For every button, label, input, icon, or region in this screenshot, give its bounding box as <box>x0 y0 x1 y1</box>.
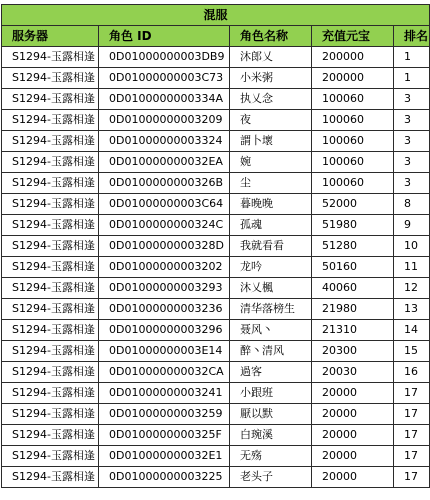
cell-recharge: 20030 <box>312 362 394 383</box>
cell-server: S1294-玉露相逢 <box>2 362 99 383</box>
cell-role-id: 0D0100000000325F <box>99 425 230 446</box>
cell-role-id: 0D01000000003C64 <box>99 194 230 215</box>
table-row <box>2 131 430 152</box>
cell-role-id: 0D01000000003296 <box>99 320 230 341</box>
cell-rank: 10 <box>394 236 430 257</box>
cell-rank: 3 <box>394 173 430 194</box>
cell-role-id: 0D01000000003E14 <box>99 341 230 362</box>
cell-rank: 13 <box>394 299 430 320</box>
cell-rank: 9 <box>394 215 430 236</box>
cell-recharge: 40060 <box>312 278 394 299</box>
cell-role-id: 0D01000000003293 <box>99 278 230 299</box>
table-row <box>2 341 430 362</box>
cell-recharge: 100060 <box>312 173 394 194</box>
table-row <box>2 89 430 110</box>
column-header-rank: 排名 <box>394 26 430 47</box>
cell-role-id: 0D01000000003202 <box>99 257 230 278</box>
table-row <box>2 194 430 215</box>
cell-recharge: 100060 <box>312 89 394 110</box>
table-row <box>2 362 430 383</box>
cell-recharge: 50160 <box>312 257 394 278</box>
cell-recharge: 100060 <box>312 131 394 152</box>
cell-rank: 11 <box>394 257 430 278</box>
cell-server: S1294-玉露相逢 <box>2 215 99 236</box>
table-title-row <box>2 5 430 26</box>
cell-recharge: 52000 <box>312 194 394 215</box>
cell-server: S1294-玉露相逢 <box>2 173 99 194</box>
cell-rank: 14 <box>394 320 430 341</box>
cell-recharge: 200000 <box>312 68 394 89</box>
cell-server: S1294-玉露相逢 <box>2 467 99 488</box>
cell-role-name: 孤魂 <box>230 215 312 236</box>
cell-recharge: 21980 <box>312 299 394 320</box>
cell-role-name: 沐乂楓 <box>230 278 312 299</box>
cell-role-id: 0D01000000003209 <box>99 110 230 131</box>
cell-rank: 17 <box>394 383 430 404</box>
cell-server: S1294-玉露相逢 <box>2 257 99 278</box>
cell-role-name: 過客 <box>230 362 312 383</box>
cell-recharge: 21310 <box>312 320 394 341</box>
table-row <box>2 404 430 425</box>
cell-role-id: 0D0100000000334A <box>99 89 230 110</box>
cell-rank: 16 <box>394 362 430 383</box>
cell-rank: 1 <box>394 68 430 89</box>
cell-rank: 8 <box>394 194 430 215</box>
cell-role-id: 0D0100000000328D <box>99 236 230 257</box>
table-row <box>2 47 430 68</box>
cell-recharge: 51980 <box>312 215 394 236</box>
cell-role-name: 謂卜壞 <box>230 131 312 152</box>
table-row <box>2 110 430 131</box>
cell-rank: 15 <box>394 341 430 362</box>
table-row <box>2 152 430 173</box>
cell-server: S1294-玉露相逢 <box>2 194 99 215</box>
cell-recharge: 20000 <box>312 446 394 467</box>
cell-server: S1294-玉露相逢 <box>2 236 99 257</box>
cell-rank: 17 <box>394 425 430 446</box>
cell-role-id: 0D010000000032E1 <box>99 446 230 467</box>
cell-role-id: 0D01000000003236 <box>99 299 230 320</box>
cell-role-name: 夜 <box>230 110 312 131</box>
cell-role-id: 0D010000000032CA <box>99 362 230 383</box>
cell-role-name: 厭以默 <box>230 404 312 425</box>
column-header-role-id: 角色 ID <box>99 26 230 47</box>
cell-recharge: 20000 <box>312 404 394 425</box>
cell-rank: 3 <box>394 131 430 152</box>
table-row <box>2 299 430 320</box>
column-header-server: 服务器 <box>2 26 99 47</box>
cell-server: S1294-玉露相逢 <box>2 47 99 68</box>
cell-recharge: 51280 <box>312 236 394 257</box>
cell-server: S1294-玉露相逢 <box>2 131 99 152</box>
cell-server: S1294-玉露相逢 <box>2 68 99 89</box>
cell-role-name: 执乂念 <box>230 89 312 110</box>
cell-rank: 3 <box>394 89 430 110</box>
table-row <box>2 425 430 446</box>
ranking-table <box>1 4 430 488</box>
table-row <box>2 68 430 89</box>
table-row <box>2 173 430 194</box>
cell-server: S1294-玉露相逢 <box>2 110 99 131</box>
cell-role-name: 我就看看 <box>230 236 312 257</box>
cell-role-name: 聂风丶 <box>230 320 312 341</box>
table-row <box>2 278 430 299</box>
cell-role-id: 0D01000000003C73 <box>99 68 230 89</box>
table-row <box>2 383 430 404</box>
cell-role-id: 0D0100000000326B <box>99 173 230 194</box>
column-header-recharge: 充值元宝 <box>312 26 394 47</box>
cell-role-id: 0D01000000003324 <box>99 131 230 152</box>
cell-recharge: 100060 <box>312 152 394 173</box>
cell-server: S1294-玉露相逢 <box>2 404 99 425</box>
cell-role-name: 沐郎乂 <box>230 47 312 68</box>
table-row <box>2 467 430 488</box>
table-title: 混服 <box>2 5 430 26</box>
cell-role-name: 婉 <box>230 152 312 173</box>
cell-role-name: 无殇 <box>230 446 312 467</box>
cell-rank: 3 <box>394 152 430 173</box>
cell-role-id: 0D010000000032EA <box>99 152 230 173</box>
cell-role-name: 尘 <box>230 173 312 194</box>
cell-role-name: 老头子 <box>230 467 312 488</box>
cell-recharge: 20000 <box>312 425 394 446</box>
table-row <box>2 320 430 341</box>
cell-role-name: 小跟班 <box>230 383 312 404</box>
cell-server: S1294-玉露相逢 <box>2 152 99 173</box>
cell-recharge: 20300 <box>312 341 394 362</box>
cell-server: S1294-玉露相逢 <box>2 383 99 404</box>
cell-role-name: 醉丶清风 <box>230 341 312 362</box>
table-row <box>2 215 430 236</box>
cell-server: S1294-玉露相逢 <box>2 278 99 299</box>
cell-recharge: 200000 <box>312 47 394 68</box>
cell-role-name: 暮晚晚 <box>230 194 312 215</box>
cell-role-name: 小米粥 <box>230 68 312 89</box>
cell-rank: 17 <box>394 404 430 425</box>
cell-server: S1294-玉露相逢 <box>2 320 99 341</box>
table-row <box>2 446 430 467</box>
cell-role-id: 0D01000000003225 <box>99 467 230 488</box>
cell-role-id: 0D01000000003241 <box>99 383 230 404</box>
cell-role-id: 0D0100000000324C <box>99 215 230 236</box>
cell-server: S1294-玉露相逢 <box>2 446 99 467</box>
cell-rank: 17 <box>394 467 430 488</box>
cell-rank: 17 <box>394 446 430 467</box>
cell-rank: 3 <box>394 110 430 131</box>
cell-role-id: 0D01000000003259 <box>99 404 230 425</box>
cell-server: S1294-玉露相逢 <box>2 89 99 110</box>
cell-role-id: 0D01000000003DB9 <box>99 47 230 68</box>
cell-rank: 12 <box>394 278 430 299</box>
cell-server: S1294-玉露相逢 <box>2 299 99 320</box>
cell-role-name: 白琬溪 <box>230 425 312 446</box>
cell-server: S1294-玉露相逢 <box>2 341 99 362</box>
column-header-role-name: 角色名称 <box>230 26 312 47</box>
cell-recharge: 20000 <box>312 383 394 404</box>
cell-role-name: 龙吟 <box>230 257 312 278</box>
cell-recharge: 20000 <box>312 467 394 488</box>
cell-role-name: 清华落榜生 <box>230 299 312 320</box>
table-row <box>2 257 430 278</box>
table-header-row <box>2 26 430 47</box>
table-row <box>2 236 430 257</box>
cell-rank: 1 <box>394 47 430 68</box>
cell-server: S1294-玉露相逢 <box>2 425 99 446</box>
ranking-table-frame <box>1 4 428 488</box>
cell-recharge: 100060 <box>312 110 394 131</box>
